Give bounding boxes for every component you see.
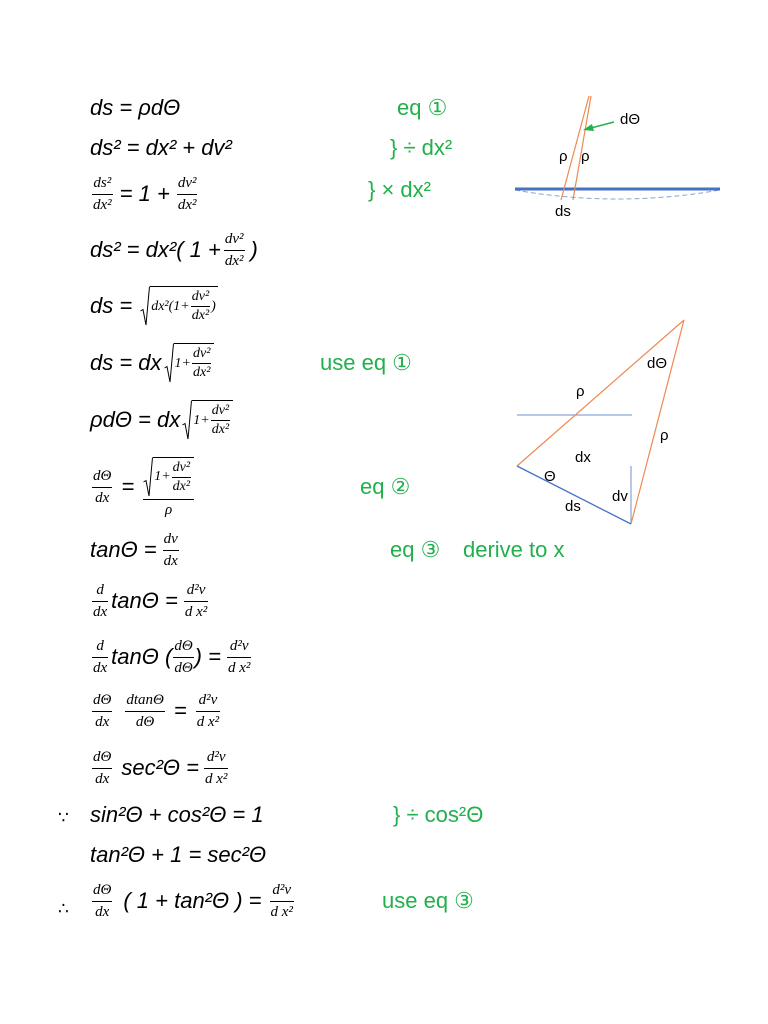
- radius-line-right: [631, 320, 684, 524]
- radicand: [174, 343, 215, 383]
- radical-sign: [140, 286, 150, 326]
- label-rho-upper: ρ: [576, 383, 585, 400]
- note-divide-cos2: } ÷ cos²Θ: [393, 802, 484, 827]
- denominator: dx: [95, 489, 110, 506]
- equation-12: [90, 691, 222, 730]
- denominator: dx: [93, 603, 108, 620]
- fraction: [172, 461, 191, 494]
- denominator: dx²: [177, 196, 197, 213]
- arc-diagram: [505, 90, 730, 225]
- radical-sign: [143, 457, 153, 497]
- equation-6: [90, 341, 214, 385]
- label-ds: ds: [555, 203, 571, 220]
- equation-5: [90, 284, 218, 328]
- note-derive-to-x: derive to x: [463, 537, 565, 562]
- numerator: dΘ: [173, 639, 193, 658]
- equation-6-prefix: ds = dx: [90, 350, 162, 375]
- label-dtheta: dΘ: [620, 111, 641, 128]
- equation-7: [90, 398, 233, 442]
- note-use-eq-3: use eq ③: [382, 888, 474, 913]
- compound-numerator: [143, 457, 194, 500]
- fraction: [92, 583, 108, 620]
- fraction: [92, 469, 112, 506]
- equals-sign: =: [173, 698, 187, 723]
- label-rho-left: ρ: [559, 148, 568, 165]
- pointer-arrow-head: [583, 124, 594, 131]
- radical-sign: [182, 400, 192, 440]
- fraction: [92, 176, 113, 213]
- square-root: [182, 400, 233, 440]
- numerator: dv²: [191, 290, 210, 307]
- fraction: [173, 639, 193, 676]
- fraction: [177, 176, 198, 213]
- equation-15: [90, 840, 266, 870]
- triangle-diagram: [505, 310, 700, 535]
- denominator: dx: [95, 713, 110, 730]
- equation-2-text: ds² = dx² + dv²: [90, 135, 232, 160]
- fraction: [92, 883, 112, 920]
- equation-11-middle: tanΘ (: [111, 644, 173, 669]
- compound-fraction: [143, 457, 194, 518]
- fraction: [211, 404, 230, 437]
- denominator: dx: [93, 659, 108, 676]
- note-eq-1: eq ①: [397, 95, 448, 120]
- square-root: [140, 286, 218, 326]
- equation-11-middle: ) =: [194, 644, 221, 669]
- radicand-text: 1+: [154, 469, 171, 484]
- equation-1: [90, 93, 180, 123]
- numerator: d: [92, 583, 108, 602]
- denominator: dx²: [191, 308, 210, 323]
- numerator: d: [92, 639, 108, 658]
- equation-10: [90, 581, 210, 620]
- equation-16: [90, 881, 296, 920]
- equation-14-text: sin²Θ + cos²Θ = 1: [90, 802, 264, 827]
- numerator: dΘ: [92, 750, 112, 769]
- equation-4-prefix: ds² = dx²( 1 +: [90, 237, 221, 262]
- radicand: [150, 286, 218, 326]
- denominator: d x²: [184, 603, 208, 620]
- numerator: dv: [163, 532, 179, 551]
- numerator: dv²: [177, 176, 198, 195]
- numerator: dΘ: [92, 693, 112, 712]
- label-rho-right: ρ: [581, 148, 590, 165]
- numerator: dΘ: [92, 883, 112, 902]
- because-symbol: ∵: [58, 808, 69, 828]
- numerator: ds²: [92, 176, 113, 195]
- label-ds: ds: [565, 498, 581, 515]
- fraction: [92, 693, 112, 730]
- numerator: dv²: [172, 461, 191, 478]
- equation-3-middle: = 1 +: [119, 181, 170, 206]
- fraction: [163, 532, 179, 569]
- numerator: d²v: [196, 693, 220, 712]
- equation-7-prefix: ρdΘ = dx: [90, 407, 181, 432]
- note-eq-2: eq ②: [360, 474, 411, 499]
- equation-5-prefix: ds =: [90, 293, 133, 318]
- numerator: dΘ: [92, 469, 112, 488]
- fraction: [204, 750, 228, 787]
- radicand: [153, 457, 194, 497]
- fraction: [196, 693, 220, 730]
- denominator: dx: [95, 770, 110, 787]
- numerator: dv²: [211, 404, 230, 421]
- dashed-arc: [515, 190, 720, 199]
- equation-10-middle: tanΘ =: [111, 588, 178, 613]
- equation-14: [90, 800, 264, 830]
- denominator: d x²: [227, 659, 251, 676]
- fraction: [184, 583, 208, 620]
- fraction: [224, 232, 245, 269]
- denominator: dx²: [93, 196, 112, 213]
- denominator: dx²: [211, 422, 230, 437]
- radius-line-upper: [517, 320, 684, 466]
- label-dx: dx: [575, 449, 591, 466]
- denominator: dx: [95, 903, 110, 920]
- denominator: dΘ: [174, 659, 193, 676]
- fraction: [192, 347, 211, 380]
- fraction: [92, 639, 108, 676]
- equation-15-text: tan²Θ + 1 = sec²Θ: [90, 842, 267, 867]
- pointer-arrow-shaft: [591, 122, 614, 128]
- denominator: dx: [163, 552, 178, 569]
- denominator: d x²: [204, 770, 228, 787]
- radicand-text: 1+: [174, 355, 191, 371]
- equation-9-prefix: tanΘ =: [90, 537, 157, 562]
- equation-4-suffix: ): [250, 237, 258, 262]
- equation-9: [90, 530, 181, 569]
- denominator: d x²: [270, 903, 293, 920]
- label-theta: Θ: [544, 468, 556, 485]
- numerator: dv²: [224, 232, 245, 251]
- label-rho-right: ρ: [660, 427, 669, 444]
- equation-1-text: ds = ρdΘ: [90, 95, 181, 120]
- radicand: [192, 400, 233, 440]
- note-multiply-dx2: } × dx²: [368, 177, 431, 202]
- denominator: dΘ: [135, 713, 155, 730]
- equation-2: [90, 133, 232, 163]
- equation-16-middle: ( 1 + tan²Θ ) =: [123, 888, 262, 913]
- numerator: dv²: [192, 347, 211, 364]
- numerator: d²v: [204, 750, 228, 769]
- radicand-text: ): [211, 298, 216, 314]
- denominator: d x²: [196, 713, 220, 730]
- fraction: [92, 750, 112, 787]
- fraction: [125, 693, 165, 730]
- therefore-symbol: ∴: [58, 899, 69, 919]
- fraction: [270, 883, 294, 920]
- label-dv: dv: [612, 488, 628, 505]
- fraction: [191, 290, 210, 323]
- numerator: d²v: [270, 883, 294, 902]
- label-dtheta: dΘ: [647, 355, 668, 372]
- equation-3: [90, 174, 199, 213]
- square-root: [143, 457, 194, 497]
- equation-4: [90, 230, 258, 269]
- radicand-text: 1+: [193, 412, 210, 428]
- numerator: d²v: [227, 639, 251, 658]
- square-root: [164, 343, 215, 383]
- denominator: dx²: [224, 252, 244, 269]
- equals-sign: =: [121, 474, 135, 499]
- equation-13-middle: sec²Θ =: [121, 755, 199, 780]
- note-eq-3: eq ③: [390, 537, 441, 562]
- equation-13: [90, 748, 230, 787]
- numerator: dtanΘ: [125, 693, 165, 712]
- denominator: dx²: [172, 478, 191, 494]
- equation-8: [90, 455, 194, 519]
- radicand-text: dx²(1+: [151, 298, 190, 314]
- radical-sign: [164, 343, 174, 383]
- compound-denominator: ρ: [165, 501, 173, 518]
- equation-11: [90, 637, 253, 676]
- note-divide-dx2: } ÷ dx²: [390, 135, 453, 160]
- denominator: dx²: [193, 365, 211, 380]
- numerator: d²v: [184, 583, 208, 602]
- fraction: [227, 639, 251, 676]
- note-use-eq-1: use eq ①: [320, 350, 412, 375]
